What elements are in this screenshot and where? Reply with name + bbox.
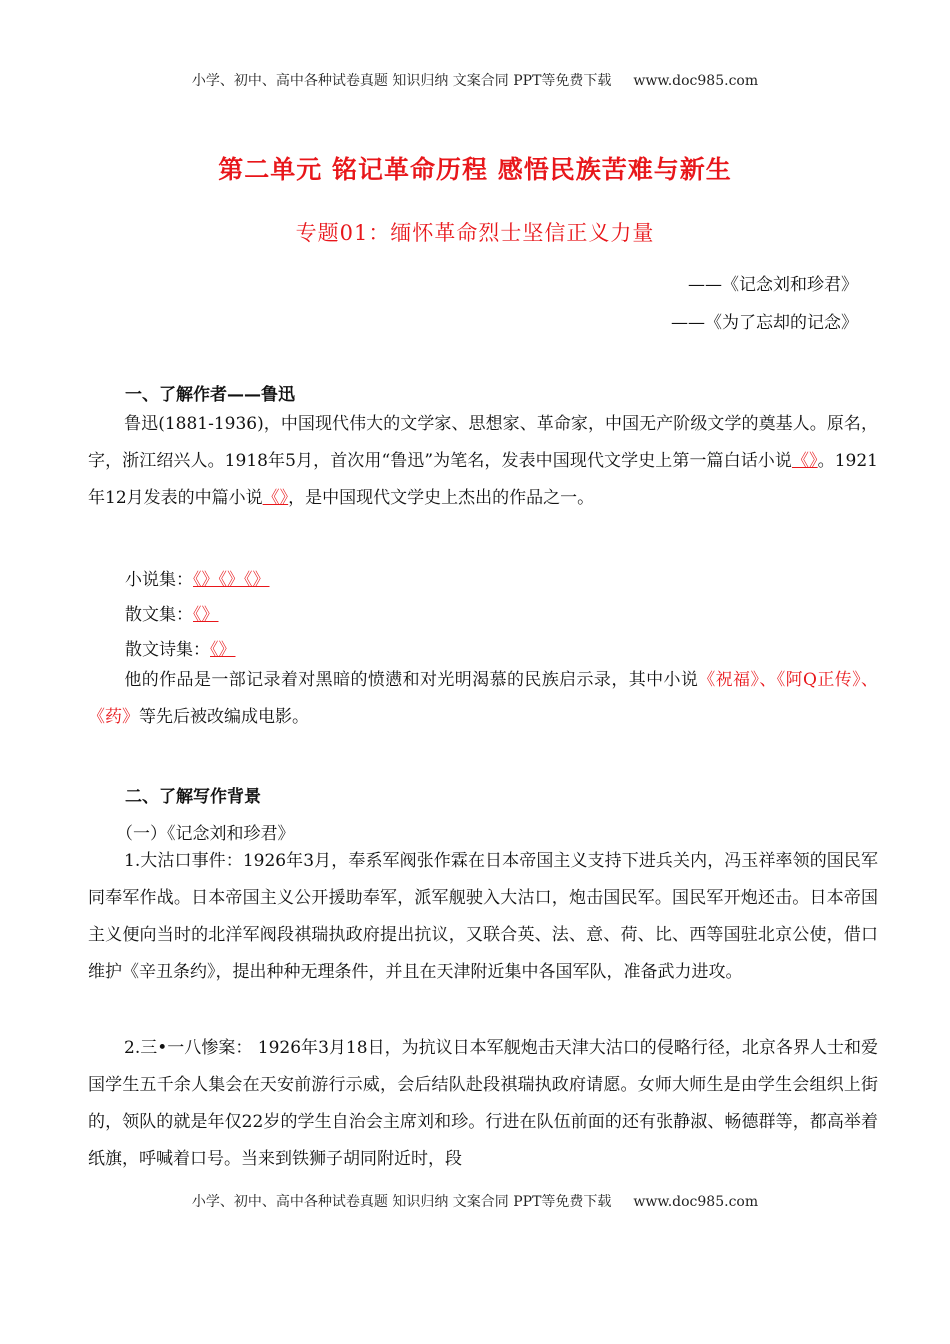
essays-line: 散文集：《》 xyxy=(125,605,219,625)
header-url[interactable]: www.doc985.com xyxy=(633,73,759,89)
march-18-paragraph: 2.三•一八惨案： 1926年3月18日，为抗议日本军舰炮击天津大沽口的侵略行径，北京各界人士和爱国学生五千余人集会在天安前游行示威，会后结队赴段祺瑞执政府请愿。女师大师生是由学生会组织上街的，领队的就是年仅22岁的学生自治会主席刘和珍。行进在队伍前面的还有张静淑、畅德群等，都高举着纸旗，呼喊着口号。当来到铁狮子胡同附近时，段 xyxy=(88,1038,878,1169)
dagukou-paragraph: 1.大沽口事件：1926年3月，奉系军阀张作霖在日本帝国主义支持下进兵关内，冯玉祥率领的国民军同奉军作战。日本帝国主义公开援助奉军，派军舰驶入大沽口，炮击国民军。国民军开炮还击。日本帝国主义便向当时的北洋军阀段祺瑞执政府提出抗议，又联合英、法、意、荷、比、西等国驻北京公使，借口维护《辛丑条约》，提出种种无理条件，并且在天津附近集中各国军队，准备武力进攻。 xyxy=(88,851,878,982)
blank-novella: 《》 xyxy=(262,488,289,508)
blank-prose-poems: 《》 xyxy=(210,640,236,660)
footer-url[interactable]: www.doc985.com xyxy=(633,1194,759,1210)
topic-title: 专题01：缅怀革命烈士坚信正义力量 xyxy=(295,221,655,245)
footer-text: 小学、初中、高中各种试卷真题 知识归纳 文案合同 PPT等免费下载 xyxy=(191,1194,612,1210)
unit-title: 第二单元 铭记革命历程 感悟民族苦难与新生 xyxy=(218,155,732,184)
subsection-heading: （一）《记念刘和珍君》 xyxy=(116,824,295,844)
film-adapted-works: 《祝福》、《阿Q正传》、《药》 xyxy=(88,670,879,727)
blank-first-novel: 《》 xyxy=(791,451,818,471)
novels-line: 小说集：《》《》《》 xyxy=(125,570,270,590)
author-paragraph: 鲁迅(1881-1936)，中国现代伟大的文学家、思想家、革命家，中国无产阶级文学的奠基人。原名，字，浙江绍兴人。1918年5月，首次用“鲁迅”为笔名，发表中国现代文学史上第一篇白话小说《》。1921年12月发表的中篇小说《》，是中国现代文学史上杰出的作品之一。 xyxy=(88,414,878,508)
blank-novel-collections: 《》《》《》 xyxy=(193,570,270,590)
blank-essay-collection: 《》 xyxy=(193,605,219,625)
subtitle-1: ——《记念刘和珍君》 xyxy=(688,275,858,295)
header-text: 小学、初中、高中各种试卷真题 知识归纳 文案合同 PPT等免费下载 xyxy=(191,73,612,89)
subtitle-2: ——《为了忘却的记念》 xyxy=(671,313,858,333)
section-heading-author: 一、了解作者——鲁迅 xyxy=(125,385,295,405)
section-heading-background: 二、了解写作背景 xyxy=(125,787,261,807)
works-paragraph: 他的作品是一部记录着对黑暗的愤懑和对光明渴慕的民族启示录，其中小说《祝福》、《阿Q正传》、《药》等先后被改编成电影。 xyxy=(88,670,879,727)
page-header xyxy=(0,70,950,90)
page-footer xyxy=(0,1191,950,1211)
prose-poems-line: 散文诗集：《》 xyxy=(125,640,236,660)
